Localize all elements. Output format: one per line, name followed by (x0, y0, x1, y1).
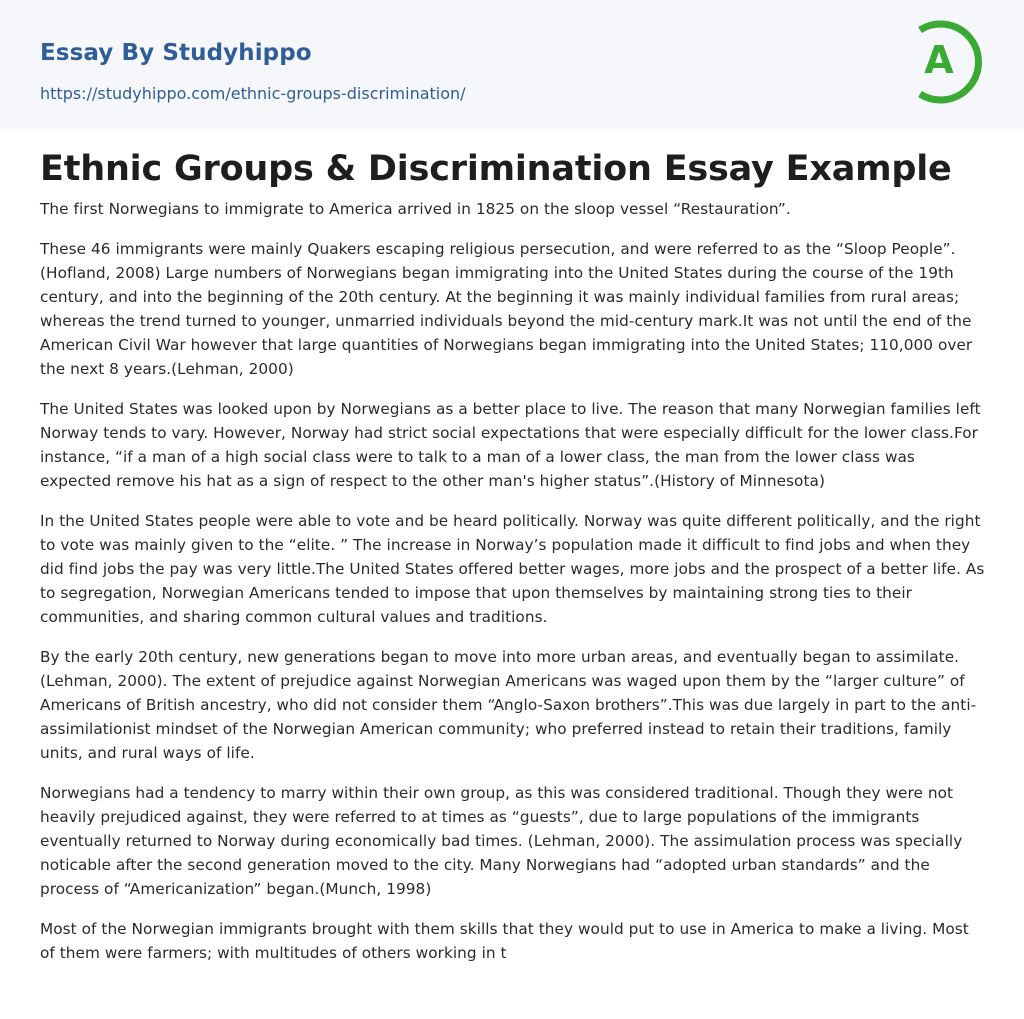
studyhippo-logo-icon[interactable] (906, 18, 988, 106)
logo-letter: A (924, 38, 954, 82)
brand-title[interactable]: Essay By Studyhippo (40, 40, 312, 66)
site-header (0, 0, 1024, 129)
article (0, 147, 1024, 965)
paragraph: These 46 immigrants were mainly Quakers escaping religious persecution, and were referred to as the “Sloop People”. (Hofland, 2008) Large numbers of Norwegians began immigrating into the United States during the course of the 19th century, and into the beginning of the 20th century. At the beginning it was mainly individual families from rural areas; whereas the trend turned to younger, unmarried individuals beyond the mid-century mark.It was not until the end of the American Civil War however that large quantities of Norwegians began immigrating into the United States; 110,000 over the next 8 years.(Lehman, 2000) (40, 240, 973, 378)
paragraph: The United States was looked upon by Norwegians as a better place to live. The reason that many Norwegian families left Norway tends to vary. However, Norway had strict social expectations that were especially difficult for the lower class.For instance, “if a man of a high social class were to talk to a man of a lower class, the man from the lower class was expected remove his hat as a sign of respect to the other man's higher status”.(History of Minnesota) (40, 400, 981, 490)
paragraph: In the United States people were able to vote and be heard politically. Norway was quite different politically, and the right to vote was mainly given to the “elite. ” The increase in Norway’s population made it difficult to find jobs and when they did find jobs the pay was very little.The United States offered better wages, more jobs and the prospect of a better life. As to segregation, Norwegian Americans tended to impose that upon themselves by maintaining strong ties to their communities, and sharing common cultural values and traditions. (40, 512, 985, 626)
paragraph: The first Norwegians to immigrate to America arrived in 1825 on the sloop vessel “Restauration”. (40, 200, 791, 218)
paragraph: By the early 20th century, new generations began to move into more urban areas, and eventually began to assimilate. (Lehman, 2000). The extent of prejudice against Norwegian Americans was waged upon them by the “larger culture” of Americans of British ancestry, who did not consider them “Anglo-Saxon brothers”.This was due largely in part to the anti-assimilationist mindset of the Norwegian American community; who preferred instead to retain their traditions, family units, and rural ways of life. (40, 648, 977, 762)
source-url-link[interactable]: https://studyhippo.com/ethnic-groups-discrimination/ (40, 84, 466, 103)
paragraph: Norwegians had a tendency to marry within their own group, as this was considered traditional. Though they were not heavily prejudiced against, they were referred to at times as “guests”, due to large populations of the immigrants eventually returned to Norway during economically bad times. (Lehman, 2000). The assimulation process was specially noticable after the second generation moved to the city. Many Norwegians had “adopted urban standards” and the process of “Americanization” began.(Munch, 1998) (40, 784, 963, 898)
page-title: Ethnic Groups & Discrimination Essay Example (40, 149, 952, 189)
paragraph: Most of the Norwegian immigrants brought with them skills that they would put to use in America to make a living. Most of them were farmers; with multitudes of others working in t (40, 920, 969, 962)
